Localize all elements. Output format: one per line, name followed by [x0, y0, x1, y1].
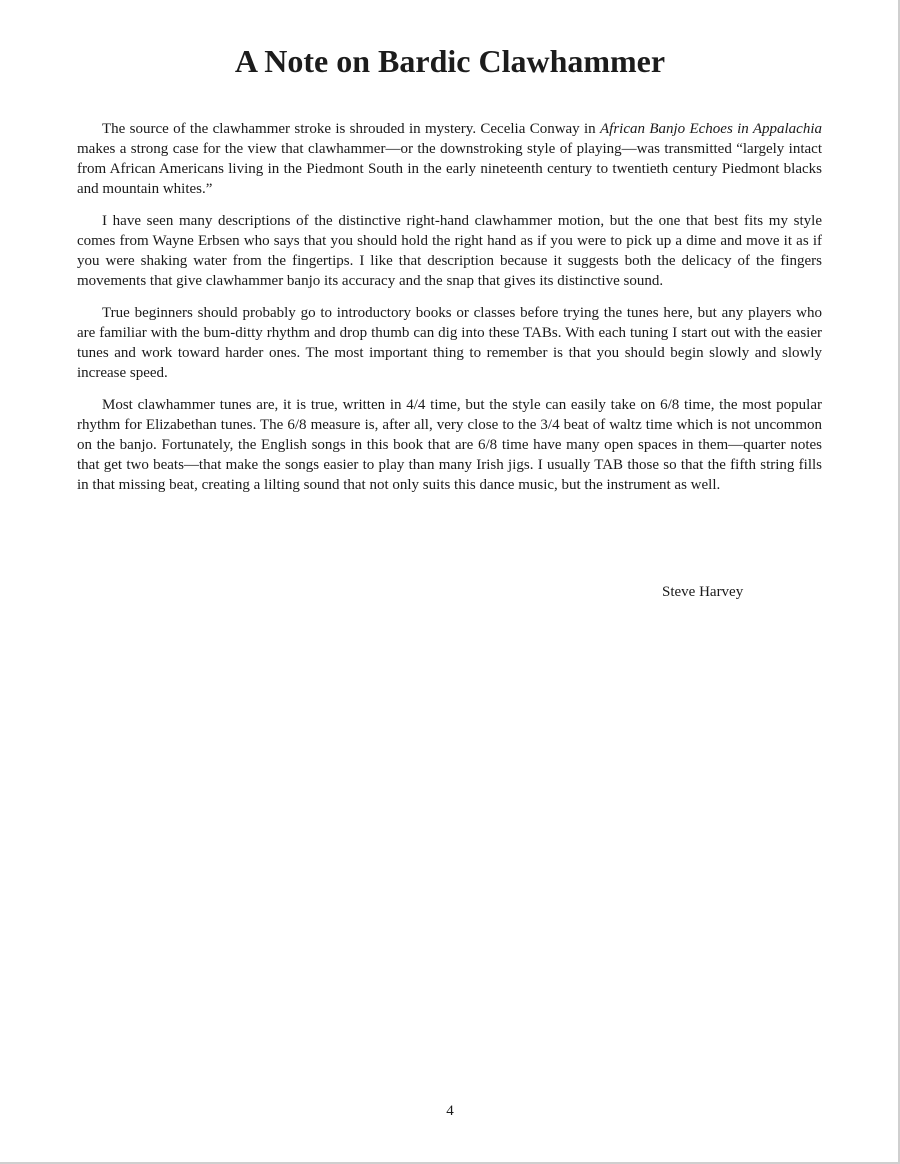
paragraph-3: True beginners should probably go to introductory books or classes before trying the tunes here, but any players who are familiar with the bum-ditty rhythm and drop thumb can dig into these TABs. With each tuning I start out with the easier tunes and work toward harder ones. The most important thing to remember is that you should begin slowly and slowly increase speed. — [77, 305, 822, 381]
paragraph-4: Most clawhammer tunes are, it is true, written in 4/4 time, but the style can easily take on 6/8 time, the most popular rhythm for Elizabethan tunes. The 6/8 measure is, after all, very close to the 3/4 beat of waltz time which is not uncommon on the banjo. Fortunately, the English songs in this book that are 6/8 time have many open spaces in them—quarter notes that get two beats—that make the songs easier to play than many Irish jigs. I usually TAB those so that the fifth string fills in that missing beat, creating a lilting sound that not only suits this dance music, but the instrument as well. — [77, 397, 822, 493]
article-body — [77, 119, 822, 507]
book-title: African Banjo Echoes in Appalachia — [600, 121, 822, 137]
author-signature: Steve Harvey — [662, 584, 744, 600]
page-title: A Note on Bardic Clawhammer — [234, 43, 666, 79]
paragraph-1 — [77, 119, 822, 199]
paragraph-1-text-end: makes a strong case for the view that clawhammer—or the downstroking style of playing—was transmitted “largely intact from African Americans living in the Piedmont South in the early nineteenth century to twentieth century Piedmont blacks and mountain whites.” — [77, 141, 822, 197]
page-number: 4 — [446, 1103, 454, 1119]
paragraph-1-text-start: The source of the clawhammer stroke is shrouded in mystery. Cecelia Conway in — [102, 121, 600, 137]
paragraph-2: I have seen many descriptions of the distinctive right-hand clawhammer motion, but the one that best fits my style comes from Wayne Erbsen who says that you should hold the right hand as if you were to pick up a dime and move it as if you were shaking water from the fingertips. I like that description because it suggests both the delicacy of the fingers movements that give clawhammer banjo its accuracy and the snap that gives its distinctive sound. — [77, 213, 822, 289]
